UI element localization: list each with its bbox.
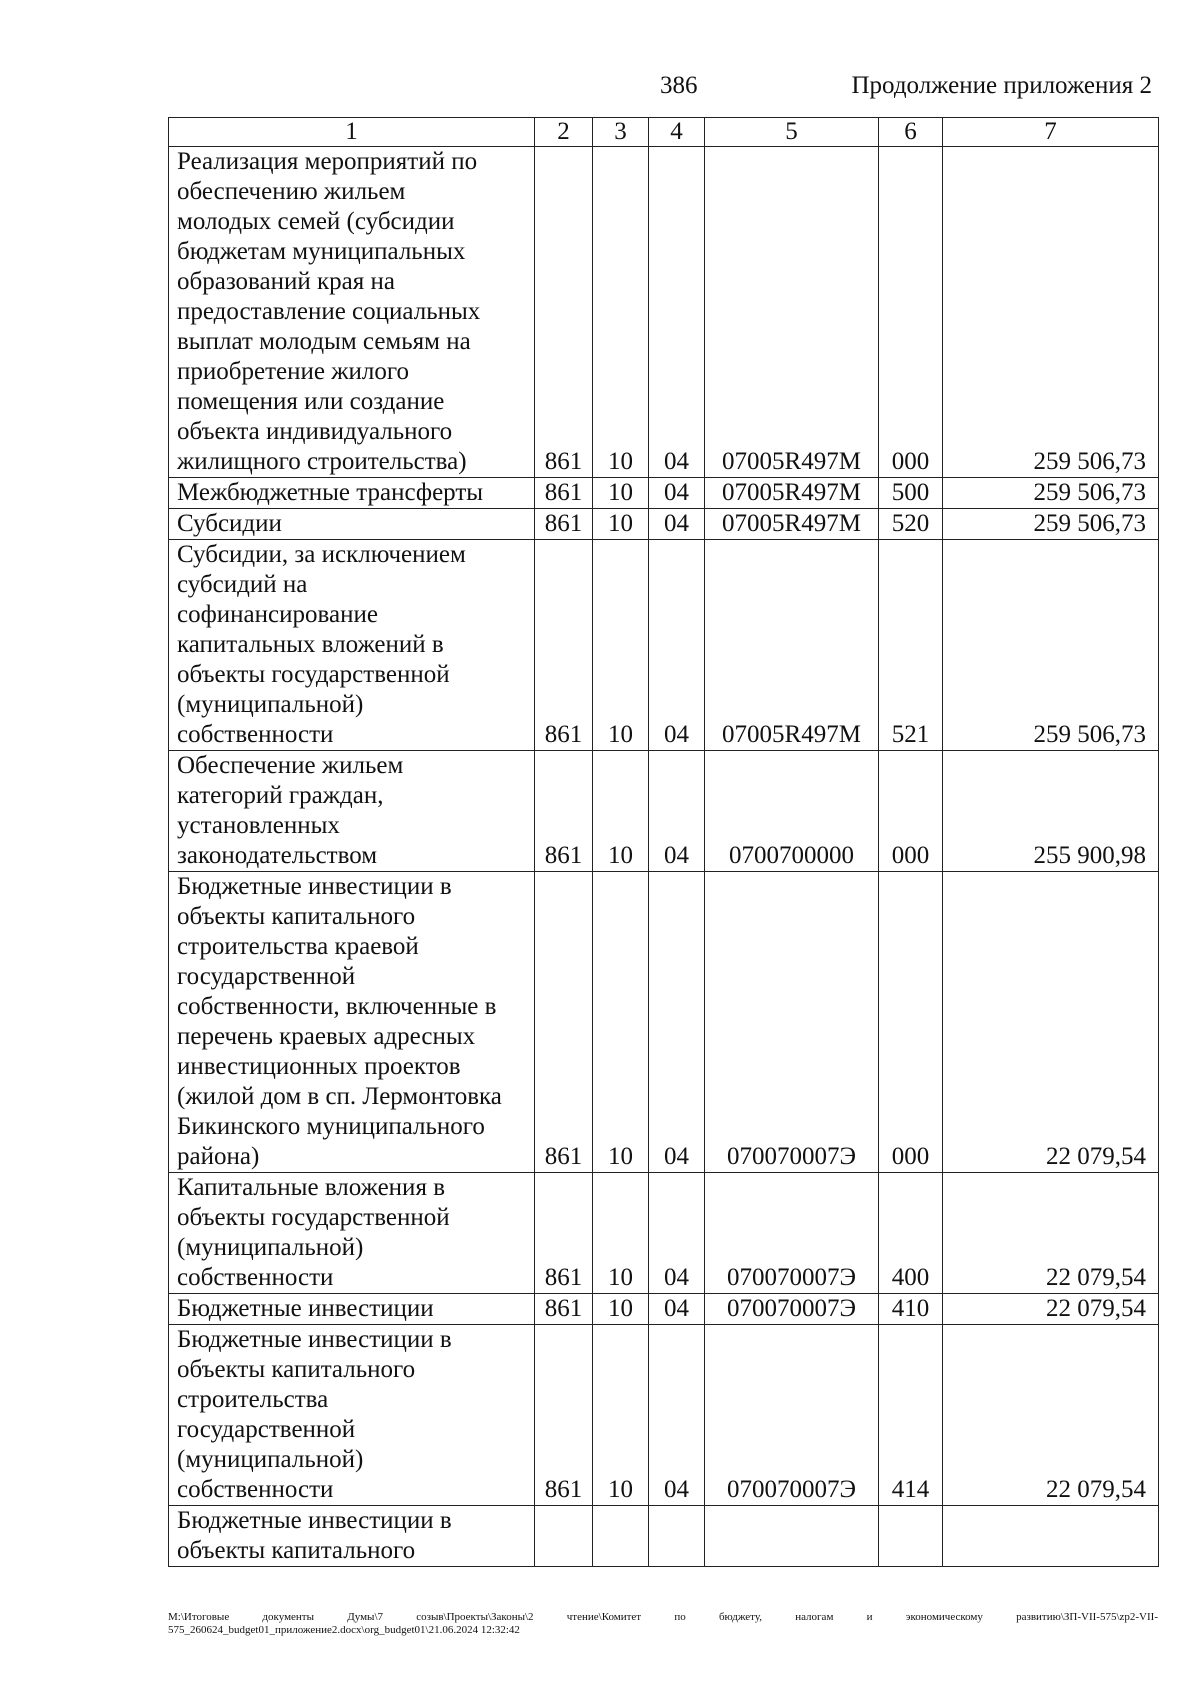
amount-value: 259 506,73 [943, 540, 1159, 751]
target-article-code: 070070007Э [705, 1173, 879, 1294]
description-line: (муниципальной) [177, 1446, 364, 1473]
description-line: Обеспечение жильем [177, 752, 404, 779]
description-line: установленных [177, 812, 340, 839]
description-line: софинансирование [177, 601, 378, 628]
ministry-code: 861 [535, 1173, 593, 1294]
amount-value: 22 079,54 [943, 872, 1159, 1173]
description-line: (муниципальной) [177, 1234, 364, 1261]
target-article-code: 07005R497M [705, 540, 879, 751]
page-number: 386 [660, 72, 698, 99]
description-line: объекты капитального [177, 1537, 416, 1564]
description-line: обеспечению жильем [177, 178, 406, 205]
description-line: объекты государственной [177, 661, 450, 688]
description-line: объекты капитального [177, 1356, 416, 1383]
table-body [169, 147, 1159, 1567]
column-header-1: 1 [169, 118, 535, 147]
description-line: (муниципальной) [177, 691, 364, 718]
description-line: Межбюджетные трансферты [177, 479, 484, 506]
subsection-code: 04 [649, 872, 705, 1173]
table-row [169, 540, 1159, 751]
description-line: объекты государственной [177, 1204, 450, 1231]
target-article-code: 070070007Э [705, 1325, 879, 1506]
description-line: Бикинского муниципального [177, 1113, 485, 1140]
table-row [169, 872, 1159, 1173]
description-line: перечень краевых адресных [177, 1023, 476, 1050]
expense-type-code: 000 [879, 872, 943, 1173]
ministry-code: 861 [535, 1325, 593, 1506]
header-row [169, 118, 1159, 147]
table-row [169, 147, 1159, 478]
description-line: государственной [177, 963, 356, 990]
column-header-7: 7 [943, 118, 1159, 147]
continuation-title: Продолжение приложения 2 [851, 72, 1152, 99]
description-line: объекта индивидуального [177, 418, 453, 445]
description-line: Бюджетные инвестиции в [177, 1326, 452, 1353]
column-header-5: 5 [705, 118, 879, 147]
expense-type-code: 000 [879, 751, 943, 872]
description-line: жилищного строительства) [177, 448, 467, 475]
target-article-code: 070070007Э [705, 872, 879, 1173]
target-article-code: 07005R497M [705, 509, 879, 540]
column-header-3: 3 [593, 118, 649, 147]
table-row [169, 1173, 1159, 1294]
description-line: инвестиционных проектов [177, 1053, 461, 1080]
section-code: 10 [593, 509, 649, 540]
expense-type-code: 414 [879, 1325, 943, 1506]
ministry-code: 861 [535, 872, 593, 1173]
row-description [169, 1506, 535, 1567]
row-description [169, 509, 535, 540]
description-line: Реализация мероприятий по [177, 148, 478, 175]
description-line: Бюджетные инвестиции в [177, 873, 452, 900]
column-header-2: 2 [535, 118, 593, 147]
description-line: (жилой дом в сп. Лермонтовка [177, 1083, 502, 1110]
target-article-code: 07005R497M [705, 147, 879, 478]
section-code: 10 [593, 540, 649, 751]
ministry-code: 861 [535, 540, 593, 751]
amount-value: 255 900,98 [943, 751, 1159, 872]
subsection-code: 04 [649, 509, 705, 540]
target-article-code: 070070007Э [705, 1294, 879, 1325]
description-line: капитальных вложений в [177, 631, 444, 658]
description-line: собственности [177, 1476, 334, 1503]
column-header-6: 6 [879, 118, 943, 147]
description-line: объекты капитального [177, 903, 416, 930]
table-row [169, 1294, 1159, 1325]
section-code: 10 [593, 147, 649, 478]
section-code: 10 [593, 751, 649, 872]
expense-type-code: 000 [879, 147, 943, 478]
row-description [169, 1173, 535, 1294]
description-line: Бюджетные инвестиции [177, 1295, 434, 1322]
description-line: Капитальные вложения в [177, 1174, 445, 1201]
section-code: 10 [593, 1294, 649, 1325]
ministry-code: 861 [535, 509, 593, 540]
row-description [169, 1325, 535, 1506]
subsection-code: 04 [649, 1325, 705, 1506]
ministry-code: 861 [535, 751, 593, 872]
expense-type-code: 500 [879, 478, 943, 509]
subsection-code: 04 [649, 478, 705, 509]
description-line: строительства краевой [177, 933, 419, 960]
table-row [169, 478, 1159, 509]
ministry-code: 861 [535, 147, 593, 478]
table-row [169, 751, 1159, 872]
amount-value: 259 506,73 [943, 147, 1159, 478]
column-header-4: 4 [649, 118, 705, 147]
section-code: 10 [593, 1325, 649, 1506]
description-line: приобретение жилого [177, 358, 409, 385]
target-article-code: 0700700000 [705, 751, 879, 872]
subsection-code: 04 [649, 751, 705, 872]
table-row [169, 1506, 1159, 1567]
section-code: 10 [593, 478, 649, 509]
document-path-footer: M:\Итоговые документы Думы\7 созыв\Проекты\Законы\2 чтение\Комитет по бюджету, налогам и экономическому развитию\ЗП-VII-575\zp2-VII-575_260624_budget01_приложение2.docx\org_budget01\21.06.2024 12:32:42 [168, 1611, 1158, 1636]
target-article-code: 07005R497M [705, 478, 879, 509]
description-line: района) [177, 1143, 260, 1170]
expense-type-code: 400 [879, 1173, 943, 1294]
expense-type-code: 521 [879, 540, 943, 751]
expense-type-code: 520 [879, 509, 943, 540]
amount-value: 22 079,54 [943, 1173, 1159, 1294]
row-description [169, 751, 535, 872]
description-line: Субсидии [177, 510, 282, 537]
description-line: предоставление социальных [177, 298, 481, 325]
subsection-code: 04 [649, 540, 705, 751]
description-line: категорий граждан, [177, 782, 384, 809]
subsection-code: 04 [649, 147, 705, 478]
expense-type-code: 410 [879, 1294, 943, 1325]
description-line: Субсидии, за исключением [177, 541, 466, 568]
target-article-code [705, 1506, 879, 1567]
description-line: выплат молодым семьям на [177, 328, 471, 355]
description-line: собственности [177, 1264, 334, 1291]
description-line: субсидий на [177, 571, 308, 598]
row-description [169, 872, 535, 1173]
amount-value: 22 079,54 [943, 1294, 1159, 1325]
row-description [169, 1294, 535, 1325]
row-description [169, 147, 535, 478]
ministry-code: 861 [535, 1294, 593, 1325]
amount-value [943, 1506, 1159, 1567]
description-line: помещения или создание [177, 388, 445, 415]
ministry-code [535, 1506, 593, 1567]
description-line: собственности [177, 721, 334, 748]
amount-value: 259 506,73 [943, 478, 1159, 509]
description-line: Бюджетные инвестиции в [177, 1507, 452, 1534]
subsection-code [649, 1506, 705, 1567]
subsection-code: 04 [649, 1294, 705, 1325]
description-line: государственной [177, 1416, 356, 1443]
description-line: бюджетам муниципальных [177, 238, 466, 265]
section-code: 10 [593, 1173, 649, 1294]
section-code: 10 [593, 872, 649, 1173]
amount-value: 259 506,73 [943, 509, 1159, 540]
table-row [169, 509, 1159, 540]
amount-value: 22 079,54 [943, 1325, 1159, 1506]
table-row [169, 1325, 1159, 1506]
description-line: образований края на [177, 268, 395, 295]
expense-type-code [879, 1506, 943, 1567]
description-line: молодых семей (субсидии [177, 208, 455, 235]
row-description [169, 478, 535, 509]
description-line: законодательством [177, 842, 378, 869]
row-description [169, 540, 535, 751]
section-code [593, 1506, 649, 1567]
subsection-code: 04 [649, 1173, 705, 1294]
ministry-code: 861 [535, 478, 593, 509]
description-line: строительства [177, 1386, 329, 1413]
description-line: собственности, включенные в [177, 993, 497, 1020]
budget-table [168, 117, 1159, 1567]
